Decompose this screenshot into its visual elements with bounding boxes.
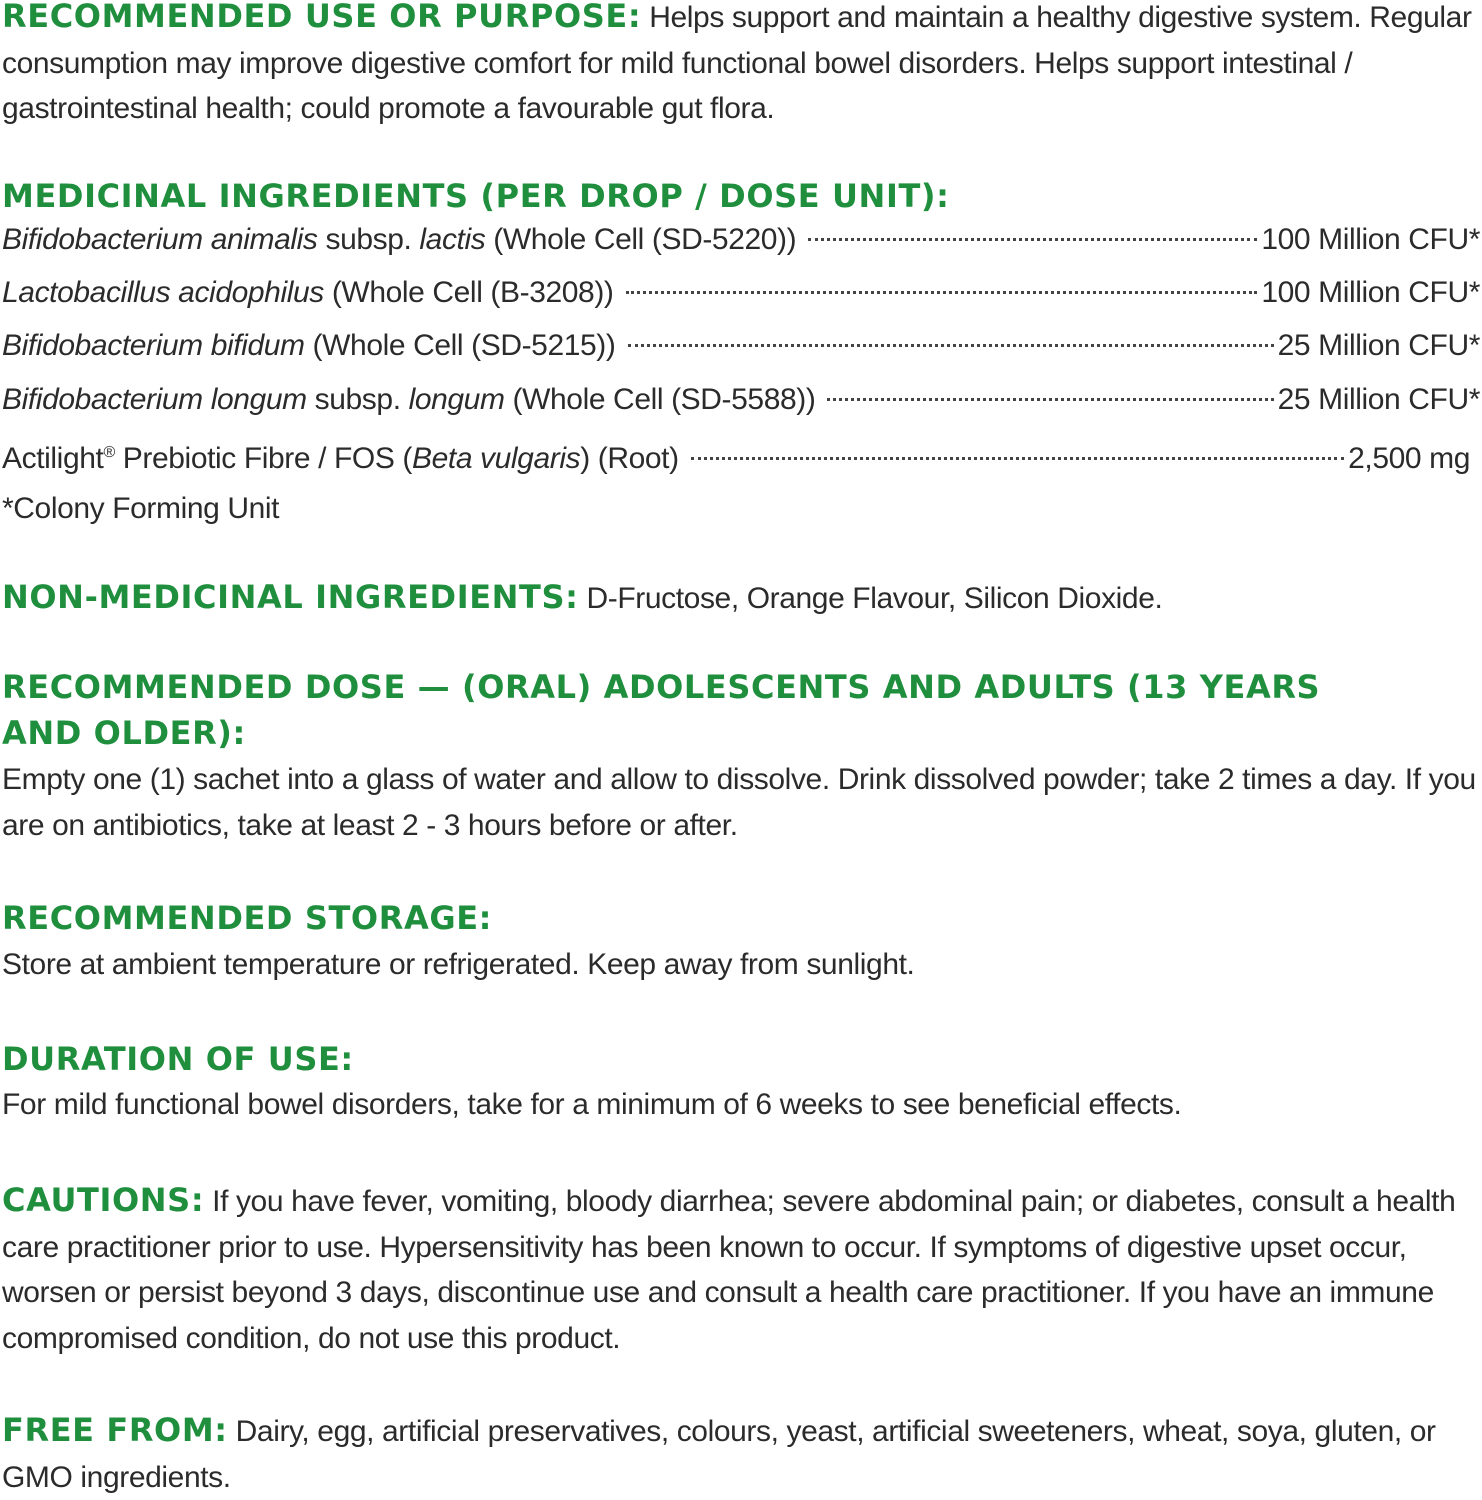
ingredient-name: Actilight® Prebiotic Fibre / FOS (Beta vulgaris) (Root) bbox=[2, 442, 679, 475]
free-from-text: Dairy, egg, artificial preservatives, colours, yeast, artificial sweeteners, wheat, soya, gluten, or GMO ingredients. bbox=[2, 1415, 1436, 1494]
recommended-use-paragraph bbox=[2, 0, 1480, 132]
ingredient-amount: 100 Million CFU* bbox=[1261, 223, 1480, 256]
storage-text: Store at ambient temperature or refrigerated. Keep away from sunlight. bbox=[2, 948, 915, 981]
ingredient-amount: 25 Million CFU* bbox=[1277, 329, 1480, 362]
recommended-use-text: Helps support and maintain a healthy digestive system. Regular consumption may improve digestive comfort for mild functional bowel disorders. Helps support intestinal / gastrointestinal health; could promote a favourable gut flora. bbox=[2, 1, 1472, 125]
ingredient-row bbox=[2, 380, 1480, 420]
cautions-paragraph bbox=[2, 1178, 1480, 1361]
ingredient-name: Bifidobacterium animalis subsp. lactis (Whole Cell (SD-5220)) bbox=[2, 223, 797, 256]
non-medicinal-text: D-Fructose, Orange Flavour, Silicon Dioxide. bbox=[578, 582, 1163, 615]
free-from-paragraph bbox=[2, 1408, 1480, 1500]
ingredient-amount: 2,500 mg bbox=[1348, 442, 1470, 475]
ingredient-row-actilight bbox=[2, 433, 1470, 479]
ingredient-row bbox=[2, 326, 1480, 366]
ingredient-row bbox=[2, 273, 1480, 313]
cautions-heading: CAUTIONS: bbox=[2, 1181, 205, 1219]
duration-text: For mild functional bowel disorders, take for a minimum of 6 weeks to see beneficial effects. bbox=[2, 1088, 1182, 1121]
non-medicinal-paragraph bbox=[2, 575, 1480, 622]
recommended-use-heading: RECOMMENDED USE OR PURPOSE: bbox=[2, 0, 642, 35]
dot-leader bbox=[827, 398, 1273, 401]
dose-text: Empty one (1) sachet into a glass of water and allow to dissolve. Drink dissolved powder; take 2 times a day. If you are on antibiotics, take at least 2 - 3 hours before or after. bbox=[2, 763, 1476, 842]
dot-leader bbox=[808, 238, 1257, 241]
dot-leader bbox=[628, 344, 1274, 347]
ingredient-row bbox=[2, 220, 1480, 260]
non-medicinal-heading: NON-MEDICINAL INGREDIENTS: bbox=[2, 578, 579, 616]
ingredient-amount: 100 Million CFU* bbox=[1261, 276, 1480, 309]
dose-heading-line1: RECOMMENDED DOSE — (ORAL) ADOLESCENTS AND ADULTS (13 YEARS bbox=[2, 668, 1321, 706]
medicinal-ingredients-heading: MEDICINAL INGREDIENTS (PER DROP / DOSE UNIT): bbox=[2, 177, 950, 215]
dot-leader bbox=[626, 291, 1258, 294]
ingredient-amount: 25 Million CFU* bbox=[1277, 383, 1480, 416]
ingredient-name: Bifidobacterium bifidum (Whole Cell (SD-5215)) bbox=[2, 329, 616, 362]
duration-heading: DURATION OF USE: bbox=[2, 1040, 354, 1078]
ingredient-name: Bifidobacterium longum subsp. longum (Whole Cell (SD-5588)) bbox=[2, 383, 816, 416]
ingredient-name: Lactobacillus acidophilus (Whole Cell (B-3208)) bbox=[2, 276, 614, 309]
footnote: *Colony Forming Unit bbox=[2, 492, 280, 525]
free-from-heading: FREE FROM: bbox=[2, 1411, 228, 1449]
storage-heading: RECOMMENDED STORAGE: bbox=[2, 899, 493, 937]
dose-heading-line2: AND OLDER): bbox=[2, 714, 246, 752]
dot-leader bbox=[691, 457, 1344, 460]
cautions-text: If you have fever, vomiting, bloody diarrhea; severe abdominal pain; or diabetes, consult a health care practitioner prior to use. Hypersensitivity has been known to occur. If symptoms of digestive upset occur, worsen or persist beyond 3 days, discontinue use and consult a health care practitioner. If you have an immune compromised condition, do not use this product. bbox=[2, 1185, 1456, 1355]
